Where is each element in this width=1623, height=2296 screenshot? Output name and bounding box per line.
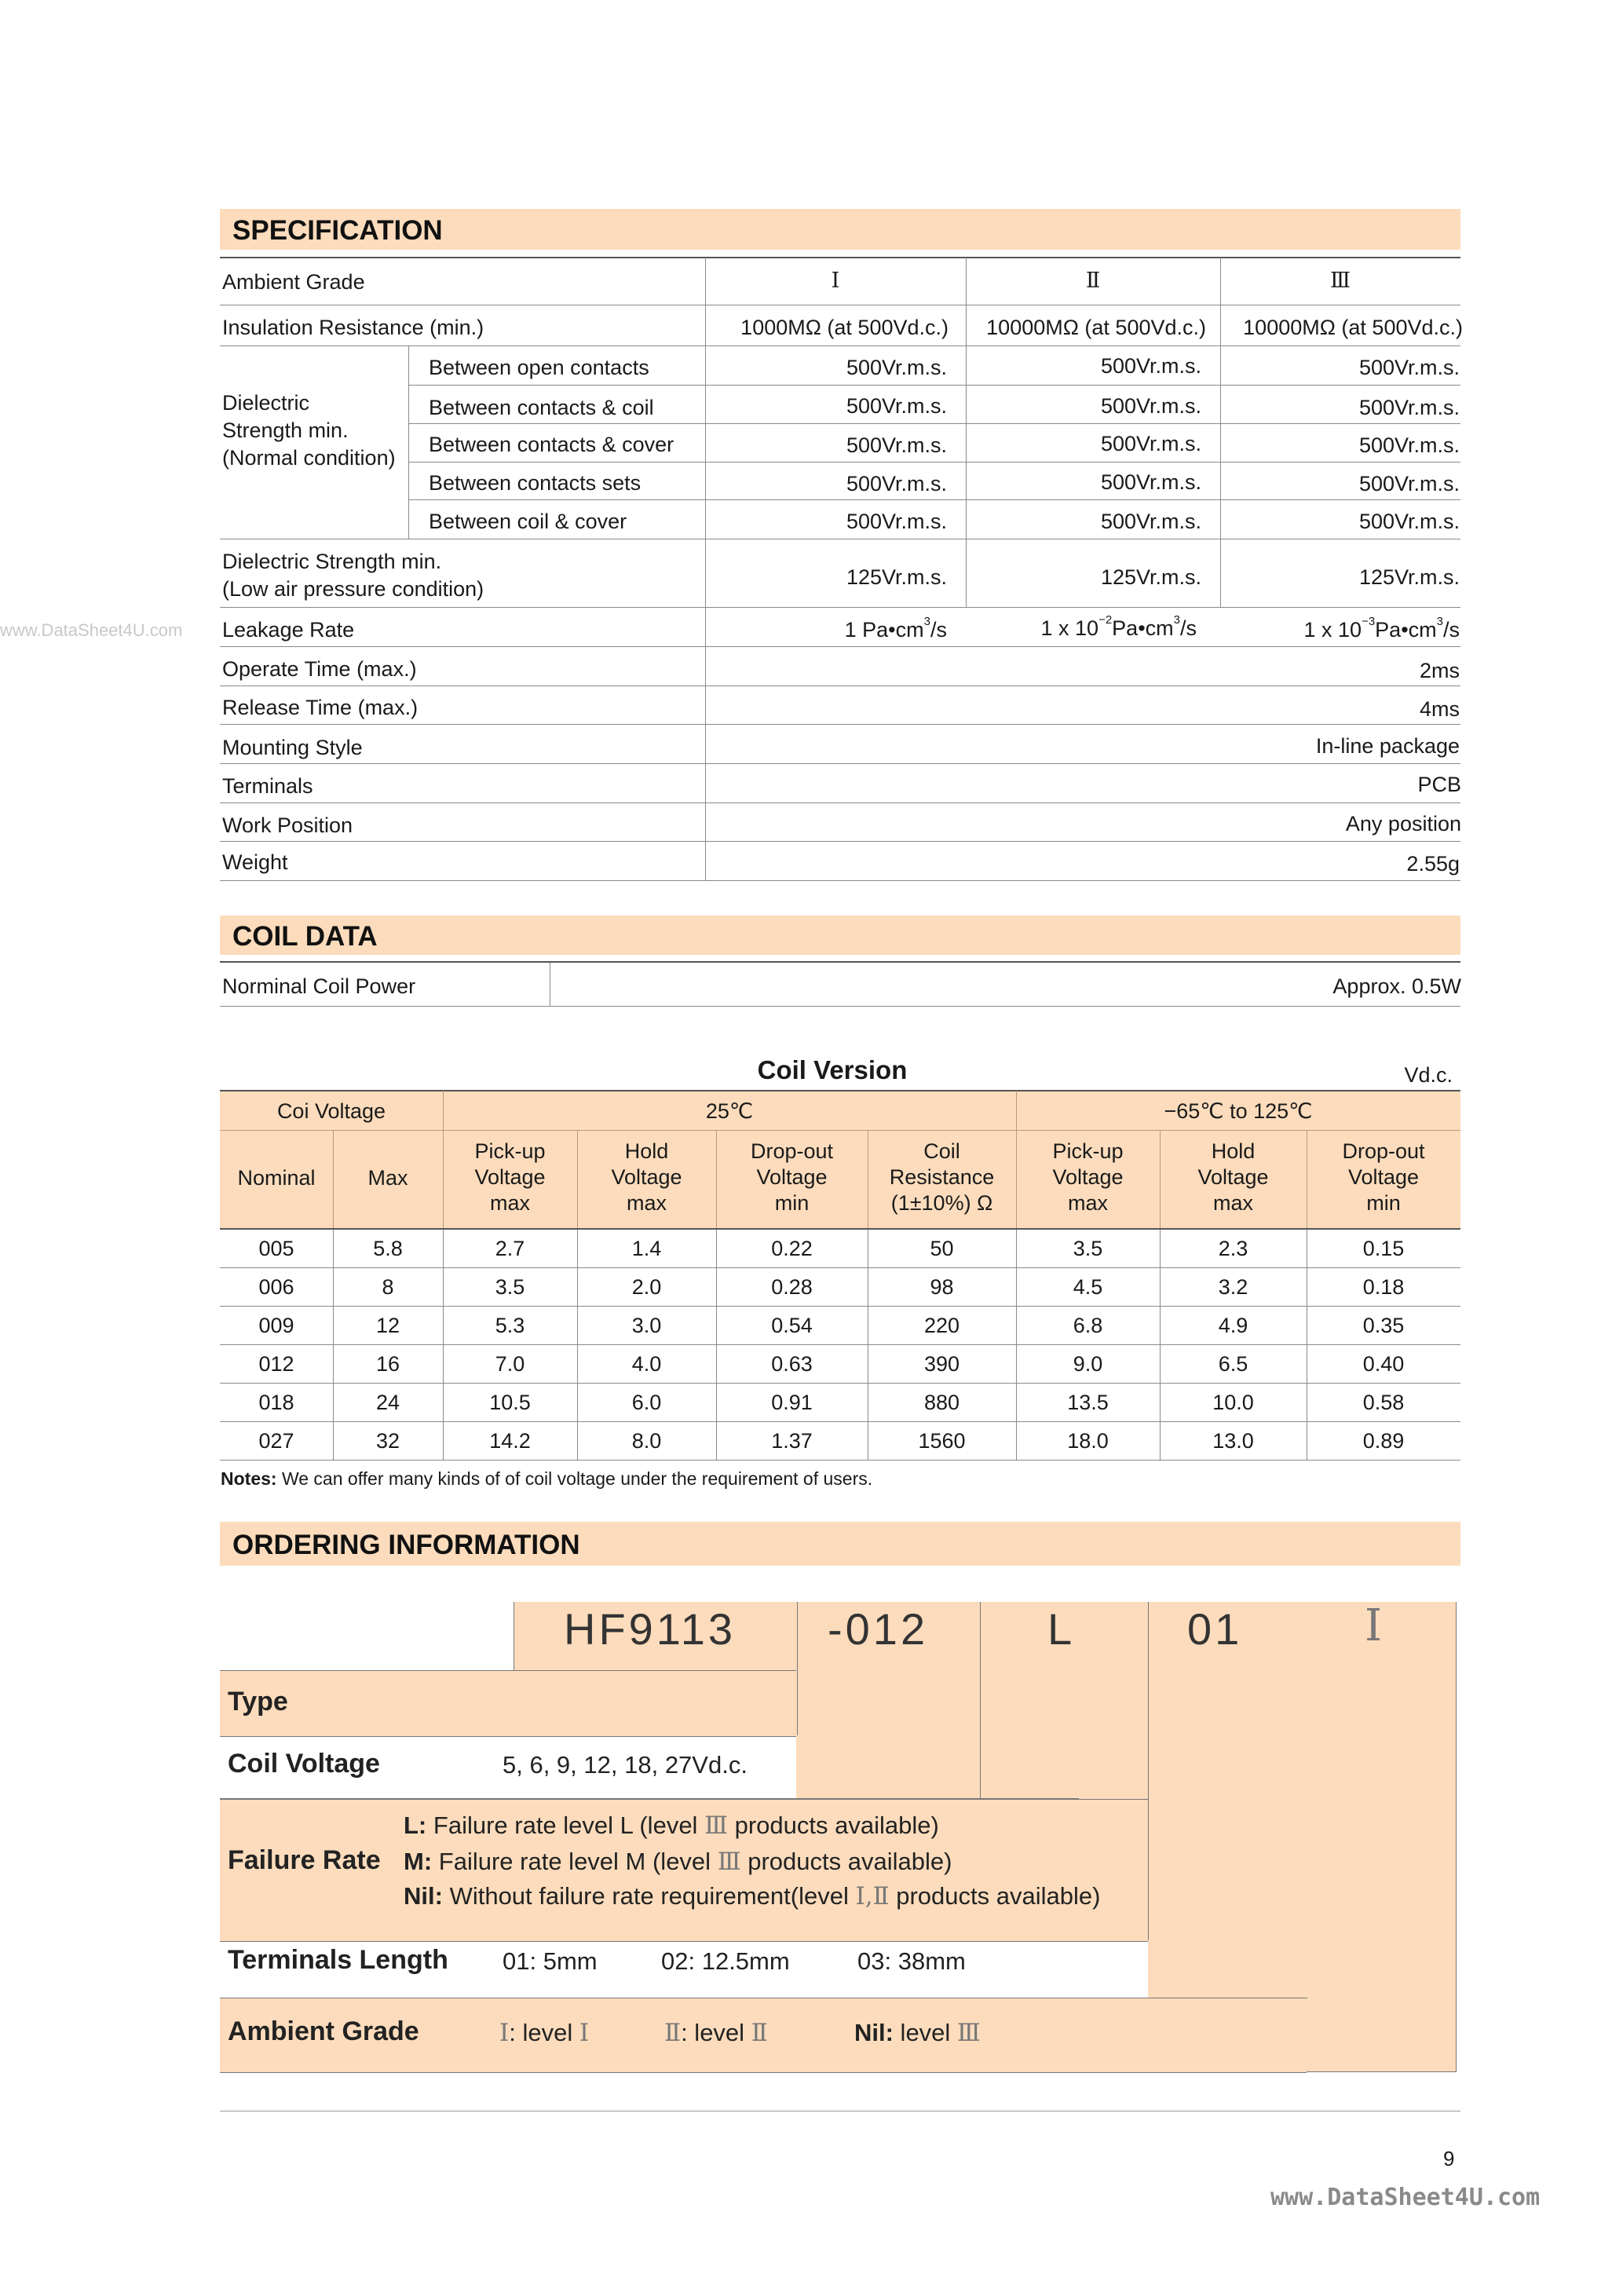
spec-top-rule xyxy=(220,257,1460,258)
row-rule xyxy=(220,880,1460,881)
terminals-option-2: 02: 12.5mm xyxy=(661,1947,790,1975)
dielectric-row-label: Between contacts & coil xyxy=(429,396,654,419)
col-head-line: Voltage xyxy=(611,1165,682,1189)
coil-cell: 10.5 xyxy=(489,1391,531,1414)
ordering-header xyxy=(220,1522,1460,1566)
coil-cell: 4.0 xyxy=(631,1352,662,1376)
coil-data-top-rule xyxy=(220,961,1460,963)
dielectric-label-line: Dielectric xyxy=(222,391,310,415)
failure-option-m xyxy=(404,1848,952,1876)
coil-cell: 0.22 xyxy=(771,1237,813,1260)
coil-voltage-options: 5, 6, 9, 12, 18, 27Vd.c. xyxy=(503,1751,748,1779)
coil-cell: 2.0 xyxy=(631,1275,662,1299)
coil-cell: 3.5 xyxy=(1073,1237,1103,1260)
col-head-line: Drop-out xyxy=(750,1139,834,1163)
coil-cell: 13.5 xyxy=(1067,1391,1109,1414)
dielectric-value: 500Vr.m.s. xyxy=(846,510,947,533)
coil-cell: 018 xyxy=(258,1391,294,1414)
terminals-option-3: 03: 38mm xyxy=(857,1947,966,1975)
col-head-line: (1±10%) Ω xyxy=(890,1191,993,1215)
leakage-text: Pa•cm xyxy=(1375,618,1437,642)
dielectric-value: 500Vr.m.s. xyxy=(846,394,947,418)
coil-cell: 1.37 xyxy=(771,1429,813,1453)
dielectric-label-line: (Normal condition) xyxy=(222,446,396,470)
dielectric-label-line: Strength min. xyxy=(222,419,349,442)
leakage-text: 1 Pa•cm xyxy=(844,618,924,642)
insulation-1: 1000MΩ (at 500Vd.c.) xyxy=(740,316,949,339)
coil-cell: 4.5 xyxy=(1073,1275,1103,1299)
leakage-text: 1 x 10 xyxy=(1040,616,1099,640)
coil-cell: 3.2 xyxy=(1218,1275,1248,1299)
type-label: Type xyxy=(228,1687,288,1717)
coil-cell: 1560 xyxy=(918,1429,966,1453)
coil-cell: 0.89 xyxy=(1362,1429,1405,1453)
mounting-style-value: In-line package xyxy=(1315,734,1460,758)
coil-row-rule xyxy=(220,1421,1460,1422)
coil-cell: 14.2 xyxy=(489,1429,531,1453)
col-pickup-wide xyxy=(1016,1139,1160,1216)
coil-cell: 6.8 xyxy=(1073,1314,1103,1337)
coil-cell: 0.58 xyxy=(1362,1391,1405,1414)
insulation-3: 10000MΩ (at 500Vd.c.) xyxy=(1243,316,1463,339)
terminals-value: PCB xyxy=(1417,773,1461,796)
row-rule xyxy=(220,763,1460,764)
ambient-key: Nil: xyxy=(854,2019,894,2046)
ambient-grade-label: Ambient Grade xyxy=(222,270,365,294)
low-air-value: 125Vr.m.s. xyxy=(1358,565,1460,589)
coil-cell: 0.40 xyxy=(1362,1352,1405,1376)
dielectric-label xyxy=(222,389,396,472)
terminals-box xyxy=(1148,1602,1307,2035)
col-head-line: max xyxy=(1212,1191,1253,1215)
weight-label: Weight xyxy=(222,850,288,874)
grade-3: Ⅲ xyxy=(1329,269,1351,293)
coil-row-rule xyxy=(220,1344,1460,1345)
coil-data-title: COIL DATA xyxy=(232,921,378,952)
leakage-text: /s xyxy=(930,618,947,642)
failure-key: Nil: xyxy=(404,1882,443,1910)
coil-version-unit: Vd.c. xyxy=(1404,1063,1453,1087)
col-head-line: max xyxy=(489,1191,530,1215)
coil-cell: 006 xyxy=(258,1275,294,1299)
ambient-sep: : level xyxy=(681,2019,751,2046)
insulation-label: Insulation Resistance (min.) xyxy=(222,316,484,339)
row-rule xyxy=(220,607,1460,608)
code-coil-voltage: -012 xyxy=(828,1604,929,1654)
type-row xyxy=(220,1670,796,1737)
leakage-exp: 3 xyxy=(1173,613,1180,627)
leakage-text: 1 x 10 xyxy=(1303,618,1362,642)
release-time-value: 4ms xyxy=(1419,697,1460,721)
dielectric-value: 500Vr.m.s. xyxy=(846,356,947,379)
coil-col-line xyxy=(577,1229,578,1460)
coil-cell: 10.0 xyxy=(1212,1391,1254,1414)
coil-row-rule xyxy=(220,1383,1460,1384)
ambient-option-2 xyxy=(664,2019,768,2047)
coil-cell: 98 xyxy=(930,1275,954,1299)
failure-text: products available) xyxy=(727,1812,939,1839)
failure-roman: Ⅲ xyxy=(717,1848,741,1876)
col-resistance xyxy=(868,1139,1016,1216)
leakage-text: Pa•cm xyxy=(1112,616,1174,640)
leakage-value-1 xyxy=(705,615,947,642)
col-head-line: min xyxy=(774,1191,810,1215)
row-rule xyxy=(220,724,1460,725)
dielectric-value: 500Vr.m.s. xyxy=(1358,510,1460,533)
notes-text: We can offer many kinds of of coil voltage under the requirement of users. xyxy=(281,1468,873,1489)
row-rule xyxy=(408,385,1460,386)
ambient-grade-order-label: Ambient Grade xyxy=(228,2016,419,2046)
col-hold-wide xyxy=(1160,1139,1307,1216)
leakage-exp: −2 xyxy=(1098,613,1113,627)
col-head-line: Voltage xyxy=(756,1165,828,1189)
coil-table-top-rule xyxy=(220,1090,1460,1091)
dielectric-value: 500Vr.m.s. xyxy=(1100,354,1201,378)
low-air-label-line: (Low air pressure condition) xyxy=(222,577,484,601)
col-nominal: Nominal xyxy=(237,1166,316,1190)
group-wide-temp: −65℃ to 125℃ xyxy=(1164,1099,1313,1123)
leakage-text: /s xyxy=(1179,616,1197,640)
coil-voltage-rule xyxy=(220,1798,1079,1799)
coil-cell: 009 xyxy=(258,1314,294,1337)
spec-col-line-3 xyxy=(1220,258,1221,607)
specification-title: SPECIFICATION xyxy=(232,215,443,246)
coil-cell: 0.63 xyxy=(771,1352,813,1376)
grade-2: Ⅱ xyxy=(1085,269,1101,293)
coil-row-rule xyxy=(220,1460,1460,1461)
spec-dielectric-line xyxy=(408,345,409,539)
coil-header-bottom-rule xyxy=(220,1228,1460,1230)
dielectric-value: 500Vr.m.s. xyxy=(1358,356,1460,379)
work-position-label: Work Position xyxy=(222,813,353,837)
coil-cell: 8.0 xyxy=(631,1429,662,1453)
dielectric-row-label: Between coil & cover xyxy=(429,510,627,533)
col-dropout-25 xyxy=(716,1139,868,1216)
coil-cell: 24 xyxy=(375,1391,400,1414)
row-rule xyxy=(408,423,1460,424)
coil-cell: 1.4 xyxy=(631,1237,662,1260)
col-max: Max xyxy=(367,1166,408,1190)
coil-power-label: Norminal Coil Power xyxy=(222,974,416,998)
coil-row-rule xyxy=(220,1306,1460,1307)
notes-label: Notes: xyxy=(221,1468,277,1489)
ambient-key: Ⅰ xyxy=(499,2019,510,2047)
failure-text: products available) xyxy=(740,1848,952,1875)
failure-text: products available) xyxy=(889,1882,1101,1910)
leakage-exp: 3 xyxy=(1436,615,1443,628)
mounting-style-label: Mounting Style xyxy=(222,736,363,759)
coil-cell: 5.8 xyxy=(373,1237,403,1260)
coil-cell: 390 xyxy=(923,1352,960,1376)
ambient-val: Ⅱ xyxy=(751,2019,768,2047)
dielectric-row-label: Between contacts sets xyxy=(429,471,642,495)
coil-cell: 6.5 xyxy=(1218,1352,1248,1376)
col-head-line: Voltage xyxy=(474,1165,546,1189)
coil-cell: 2.7 xyxy=(495,1237,525,1260)
dielectric-row-label: Between open contacts xyxy=(429,356,649,379)
failure-key: M: xyxy=(404,1848,433,1875)
coil-col-line xyxy=(443,1229,444,1460)
specification-header xyxy=(220,209,1460,250)
failure-rate-label: Failure Rate xyxy=(228,1845,381,1875)
operate-time-value: 2ms xyxy=(1419,659,1460,682)
leakage-value-2 xyxy=(966,613,1197,641)
low-air-value: 125Vr.m.s. xyxy=(846,565,947,589)
col-head-line: Coil xyxy=(923,1139,960,1163)
coil-cell: 4.9 xyxy=(1218,1314,1248,1337)
coil-col-line xyxy=(1160,1229,1161,1460)
ambient-val: Ⅰ xyxy=(579,2019,590,2047)
grade-1: Ⅰ xyxy=(831,269,840,293)
failure-text: Failure rate level M (level xyxy=(438,1848,718,1875)
code-series: HF9113 xyxy=(564,1604,737,1654)
row-rule xyxy=(220,1006,1460,1007)
page-number: 9 xyxy=(1443,2147,1455,2170)
coil-data-header xyxy=(220,916,1460,955)
terminals-length-label: Terminals Length xyxy=(228,1945,448,1975)
col-head-line: Hold xyxy=(624,1139,669,1163)
coil-notes xyxy=(221,1468,872,1490)
group-25c: 25℃ xyxy=(705,1099,754,1123)
failure-text: Without failure rate requirement(level xyxy=(449,1882,856,1910)
low-air-label xyxy=(222,548,484,603)
ambient-option-nil xyxy=(854,2019,981,2047)
coil-cell: 0.28 xyxy=(771,1275,813,1299)
dielectric-value: 500Vr.m.s. xyxy=(1358,433,1460,457)
col-head-line: Hold xyxy=(1211,1139,1256,1163)
coil-cell: 8 xyxy=(382,1275,394,1299)
col-head-line: max xyxy=(626,1191,667,1215)
row-rule xyxy=(408,499,1460,500)
col-head-line: Resistance xyxy=(889,1165,995,1189)
coil-col-line xyxy=(716,1229,717,1460)
low-air-label-line: Dielectric Strength min. xyxy=(222,550,442,573)
coil-cell: 12 xyxy=(375,1314,400,1337)
spec-col-line-1 xyxy=(705,258,706,607)
coil-cell: 50 xyxy=(930,1237,954,1260)
coil-header-divider xyxy=(220,1130,1460,1131)
dielectric-value: 500Vr.m.s. xyxy=(846,433,947,457)
dielectric-value: 500Vr.m.s. xyxy=(1100,432,1201,455)
failure-roman: Ⅰ,Ⅱ xyxy=(855,1882,890,1910)
leakage-exp: −3 xyxy=(1362,615,1376,628)
coil-cell: 220 xyxy=(923,1314,960,1337)
col-head-line: Pick-up xyxy=(474,1139,546,1163)
coil-cell: 005 xyxy=(258,1237,294,1260)
col-pickup-25 xyxy=(443,1139,577,1216)
release-time-label: Release Time (max.) xyxy=(222,696,419,719)
coil-cell: 3.0 xyxy=(631,1314,662,1337)
coil-cell: 0.15 xyxy=(1362,1237,1405,1260)
coil-cell: 9.0 xyxy=(1073,1352,1103,1376)
coil-cell: 0.54 xyxy=(771,1314,813,1337)
operate-time-label: Operate Time (max.) xyxy=(222,657,417,681)
failure-key: L: xyxy=(404,1812,427,1839)
row-rule xyxy=(220,345,1460,346)
code-ambient: Ⅰ xyxy=(1365,1600,1386,1651)
work-position-value: Any position xyxy=(1345,812,1461,835)
col-head-line: min xyxy=(1366,1191,1401,1215)
coil-cell: 16 xyxy=(375,1352,400,1376)
leakage-text: /s xyxy=(1442,618,1460,642)
coil-cell: 0.35 xyxy=(1362,1314,1405,1337)
coil-cell: 32 xyxy=(375,1429,400,1453)
code-failure-rate: L xyxy=(1047,1604,1076,1654)
failure-text: Failure rate level L (level xyxy=(433,1812,705,1839)
coil-cell: 0.91 xyxy=(771,1391,813,1414)
coil-row-rule xyxy=(220,1267,1460,1268)
col-hold-25 xyxy=(577,1139,716,1216)
failure-option-nil xyxy=(404,1882,1100,1910)
ambient-grade-box xyxy=(1307,1602,1457,2072)
col-head-line: max xyxy=(1067,1191,1108,1215)
col-head-line: Pick-up xyxy=(1052,1139,1124,1163)
row-rule xyxy=(220,841,1460,842)
leakage-value-3 xyxy=(1220,615,1460,642)
weight-value: 2.55g xyxy=(1406,852,1460,876)
coil-cell: 5.3 xyxy=(495,1314,525,1337)
low-air-value: 125Vr.m.s. xyxy=(1100,565,1201,589)
coil-cell: 2.3 xyxy=(1218,1237,1248,1260)
coil-cell: 027 xyxy=(258,1429,294,1453)
leakage-exp: 3 xyxy=(923,615,930,628)
coil-cell: 0.18 xyxy=(1362,1275,1405,1299)
terminals-label: Terminals xyxy=(222,774,313,798)
coil-cell: 012 xyxy=(258,1352,294,1376)
dielectric-value: 500Vr.m.s. xyxy=(1358,472,1460,495)
row-rule xyxy=(220,646,1460,647)
dielectric-value: 500Vr.m.s. xyxy=(1100,470,1201,494)
coil-version-title: Coil Version xyxy=(757,1055,908,1084)
ambient-val: Ⅲ xyxy=(956,2019,981,2047)
col-head-line: Drop-out xyxy=(1342,1139,1425,1163)
side-watermark: www.DataSheet4U.com xyxy=(0,620,183,640)
ordering-title: ORDERING INFORMATION xyxy=(232,1530,580,1560)
coil-cell: 13.0 xyxy=(1212,1429,1254,1453)
dielectric-value: 500Vr.m.s. xyxy=(1100,394,1201,418)
insulation-2: 10000MΩ (at 500Vd.c.) xyxy=(986,316,1206,339)
footer-watermark: www.DataSheet4U.com xyxy=(1270,2184,1541,2211)
failure-option-l xyxy=(404,1812,939,1840)
coil-col-line xyxy=(1016,1229,1017,1460)
dielectric-value: 500Vr.m.s. xyxy=(1358,396,1460,419)
ambient-option-1 xyxy=(499,2019,589,2047)
col-head-line: Voltage xyxy=(1197,1165,1269,1189)
col-head-line: Voltage xyxy=(1052,1165,1124,1189)
coil-voltage-group: Coi Voltage xyxy=(276,1099,386,1123)
dielectric-row-label: Between contacts & cover xyxy=(429,433,674,456)
failure-roman: Ⅲ xyxy=(704,1812,728,1840)
coil-cell: 3.5 xyxy=(495,1275,525,1299)
ambient-sep: : level xyxy=(509,2019,579,2046)
ambient-sep: level xyxy=(893,2019,957,2046)
coil-col-line xyxy=(333,1229,334,1460)
col-head-line: Voltage xyxy=(1347,1165,1420,1189)
code-terminals: 01 xyxy=(1187,1604,1243,1654)
dielectric-value: 500Vr.m.s. xyxy=(1100,510,1201,533)
coil-cell: 7.0 xyxy=(495,1352,525,1376)
leakage-label: Leakage Rate xyxy=(222,618,355,642)
ambient-key: Ⅱ xyxy=(664,2019,682,2047)
coil-voltage-label: Coil Voltage xyxy=(228,1749,380,1779)
coil-cell: 18.0 xyxy=(1067,1429,1109,1453)
terminals-option-1: 01: 5mm xyxy=(503,1947,598,1975)
coil-cell: 880 xyxy=(923,1391,960,1414)
dielectric-value: 500Vr.m.s. xyxy=(846,472,947,495)
coil-cell: 6.0 xyxy=(631,1391,662,1414)
col-dropout-wide xyxy=(1307,1139,1460,1216)
coil-power-value: Approx. 0.5W xyxy=(1332,974,1461,998)
